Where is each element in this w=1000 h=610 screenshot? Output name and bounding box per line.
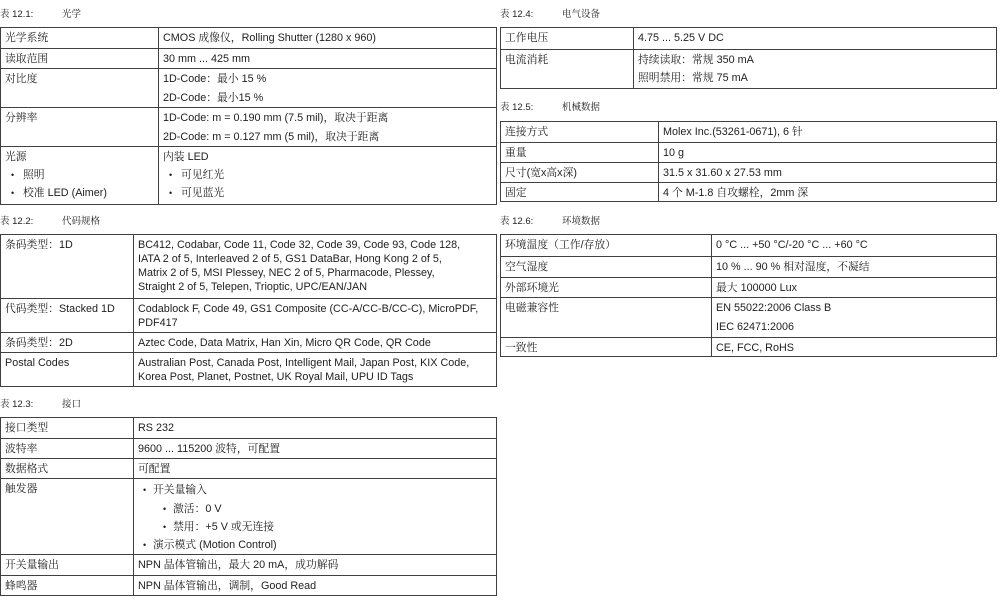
- row-label: 分辨率: [1, 108, 159, 146]
- codes-table: [0, 234, 497, 387]
- table-row: [1, 48, 496, 68]
- bullet-item: • 校准 LED (Aimer): [5, 185, 154, 203]
- row-value: 30 mm ... 425 mm: [163, 53, 250, 65]
- row-label: 外部环境光: [501, 278, 712, 297]
- table-row: [501, 297, 996, 337]
- mechanical-table: [500, 121, 997, 202]
- table-row: [1, 298, 496, 332]
- row-value: [634, 50, 996, 88]
- electrical-table-caption: [500, 8, 800, 22]
- caption-number: 表 12.3:: [0, 399, 34, 410]
- value-line: Matrix 2 of 5, MSI Plessey, NEC 2 of 5, Pharmacode, Plessey,: [138, 267, 435, 279]
- table-row: [501, 337, 996, 356]
- row-value: 最大 100000 Lux: [716, 282, 798, 294]
- value-line: EN 55022:2006 Class B: [716, 302, 832, 314]
- caption-title: 环境数据: [562, 216, 601, 227]
- value-line: Straight 2 of 5, Telepen, Trioptic, UPC/EAN/JAN: [138, 281, 368, 293]
- row-label: [1, 147, 159, 204]
- row-value: CE, FCC, RoHS: [716, 342, 794, 354]
- label-line: 光源: [5, 151, 27, 163]
- environment-table-caption: [500, 215, 800, 229]
- row-label: 连接方式: [501, 122, 659, 142]
- row-label: 代码类型：Stacked 1D: [1, 299, 134, 332]
- bullet-item: • 演示模式 (Motion Control): [138, 537, 492, 554]
- table-row: [1, 332, 496, 352]
- value-line: 2D-Code：最小15 %: [163, 92, 264, 104]
- row-value: Molex Inc.(53261-0671), 6 针: [663, 126, 803, 138]
- row-value: 4.75 ... 5.25 V DC: [638, 32, 724, 44]
- table-row: [501, 256, 996, 277]
- value-line: IATA 2 of 5, Interleaved 2 of 5, GS1 DataBar, Hong Kong 2 of 5,: [138, 253, 442, 265]
- row-value: 31.5 x 31.60 x 27.53 mm: [663, 167, 782, 179]
- value-line: PDF417: [138, 317, 178, 329]
- row-value: RS 232: [138, 422, 175, 434]
- row-label: 尺寸(宽x高x深): [501, 163, 659, 182]
- row-label: 空气湿度: [501, 257, 712, 277]
- row-label: 重量: [501, 143, 659, 162]
- value-line: IEC 62471:2006: [716, 321, 795, 333]
- optics-table: [0, 27, 497, 205]
- row-value: [134, 299, 496, 332]
- row-value: 9600 ... 115200 波特，可配置: [138, 443, 281, 455]
- row-value: [159, 108, 496, 146]
- row-label: 触发器: [1, 479, 134, 554]
- row-value: [712, 298, 996, 337]
- table-row: [1, 146, 496, 204]
- row-label: 电磁兼容性: [501, 298, 712, 337]
- table-row: [501, 182, 996, 201]
- row-value: [134, 235, 496, 298]
- value-line: 1D-Code: m = 0.190 mm (7.5 mil)，取决于距离: [163, 112, 389, 124]
- row-label: 开关量输出: [1, 555, 134, 575]
- table-row: [1, 554, 496, 575]
- row-value: 10 % ... 90 % 相对湿度，不凝结: [716, 261, 870, 273]
- caption-number: 表 12.6:: [500, 216, 534, 227]
- caption-title: 机械数据: [562, 102, 601, 113]
- electrical-table: [500, 27, 997, 89]
- row-label: 环境温度（工作/存放）: [501, 235, 712, 256]
- caption-title: 光学: [62, 9, 82, 20]
- caption-number: 表 12.5:: [500, 102, 534, 113]
- table-row: [501, 235, 996, 256]
- value-line: 2D-Code: m = 0.127 mm (5 mil)，取决于距离: [163, 131, 380, 143]
- row-value: [159, 147, 496, 204]
- value-line: Australian Post, Canada Post, Intelligent Mail, Japan Post, KIX Code,: [138, 357, 470, 369]
- table-row: [501, 142, 996, 162]
- row-label: 一致性: [501, 338, 712, 356]
- row-label: 条码类型：1D: [1, 235, 134, 298]
- row-value: 0 °C ... +50 °C/-20 °C ... +60 °C: [716, 239, 868, 251]
- value-line: 1D-Code：最小 15 %: [163, 73, 267, 85]
- row-label: 光学系统: [1, 28, 159, 48]
- row-label: 读取范围: [1, 49, 159, 68]
- table-row: [501, 122, 996, 142]
- value-line: Korea Post, Planet, Postnet, UK Royal Mail, UPU ID Tags: [138, 371, 414, 383]
- value-line: 持续读取：常规 350 mA: [638, 54, 754, 66]
- value-line: 内装 LED: [163, 151, 209, 163]
- caption-number: 表 12.4:: [500, 9, 534, 20]
- row-value: [159, 69, 496, 107]
- interface-table: [0, 417, 497, 596]
- table-row: [1, 575, 496, 595]
- codes-table-caption: [0, 215, 300, 229]
- table-row: [501, 28, 996, 49]
- table-row: [1, 418, 496, 438]
- row-value: CMOS 成像仪，Rolling Shutter (1280 x 960): [163, 32, 377, 44]
- caption-title: 电气设备: [562, 9, 601, 20]
- row-label: 数据格式: [1, 459, 134, 478]
- row-value: NPN 晶体管输出，调制，Good Read: [138, 580, 317, 592]
- table-row: [1, 68, 496, 107]
- table-row: [501, 277, 996, 297]
- table-row: [1, 478, 496, 554]
- optics-table-caption: [0, 8, 300, 22]
- bullet-item: • 可见红光: [163, 167, 492, 185]
- caption-number: 表 12.2:: [0, 216, 34, 227]
- row-label: 接口类型: [1, 418, 134, 438]
- bullet-item: • 开关量输入: [138, 482, 492, 501]
- table-row: [1, 352, 496, 386]
- row-label: 条码类型：2D: [1, 333, 134, 352]
- row-value: 4 个 M-1.8 自攻螺栓，2mm 深: [663, 187, 809, 199]
- interface-table-caption: [0, 398, 300, 412]
- row-label: 固定: [501, 183, 659, 201]
- value-line: BC412, Codabar, Code 11, Code 32, Code 39, Code 93, Code 128,: [138, 239, 461, 251]
- bullet-item: • 照明: [5, 167, 154, 185]
- environment-table: [500, 234, 997, 357]
- mechanical-table-caption: [500, 101, 800, 115]
- value-line: 照明禁用：常规 75 mA: [638, 72, 748, 84]
- table-row: [1, 438, 496, 458]
- row-value: 10 g: [663, 147, 685, 159]
- table-row: [1, 28, 496, 48]
- row-value: NPN 晶体管输出，最大 20 mA，成功解码: [138, 559, 339, 571]
- row-label: 电流消耗: [501, 50, 634, 88]
- row-label: 蜂鸣器: [1, 576, 134, 595]
- row-value: 可配置: [138, 463, 171, 475]
- caption-title: 代码规格: [62, 216, 101, 227]
- caption-title: 接口: [62, 399, 82, 410]
- table-row: [1, 235, 496, 298]
- bullet-item: • 可见蓝光: [163, 185, 492, 203]
- table-row: [1, 107, 496, 146]
- row-value: [134, 479, 496, 554]
- sub-bullet-item: • 禁用：+5 V 或无连接: [138, 519, 492, 537]
- row-label: 对比度: [1, 69, 159, 107]
- sub-bullet-item: • 激活：0 V: [138, 501, 492, 519]
- row-label: 工作电压: [501, 28, 634, 49]
- row-label: Postal Codes: [1, 353, 134, 386]
- row-value: [134, 353, 496, 386]
- row-value: Aztec Code, Data Matrix, Han Xin, Micro QR Code, QR Code: [138, 337, 431, 349]
- caption-number: 表 12.1:: [0, 9, 34, 20]
- row-label: 波特率: [1, 439, 134, 458]
- table-row: [501, 49, 996, 88]
- value-line: Codablock F, Code 49, GS1 Composite (CC-A/CC-B/CC-C), MicroPDF,: [138, 303, 479, 315]
- table-row: [501, 162, 996, 182]
- table-row: [1, 458, 496, 478]
